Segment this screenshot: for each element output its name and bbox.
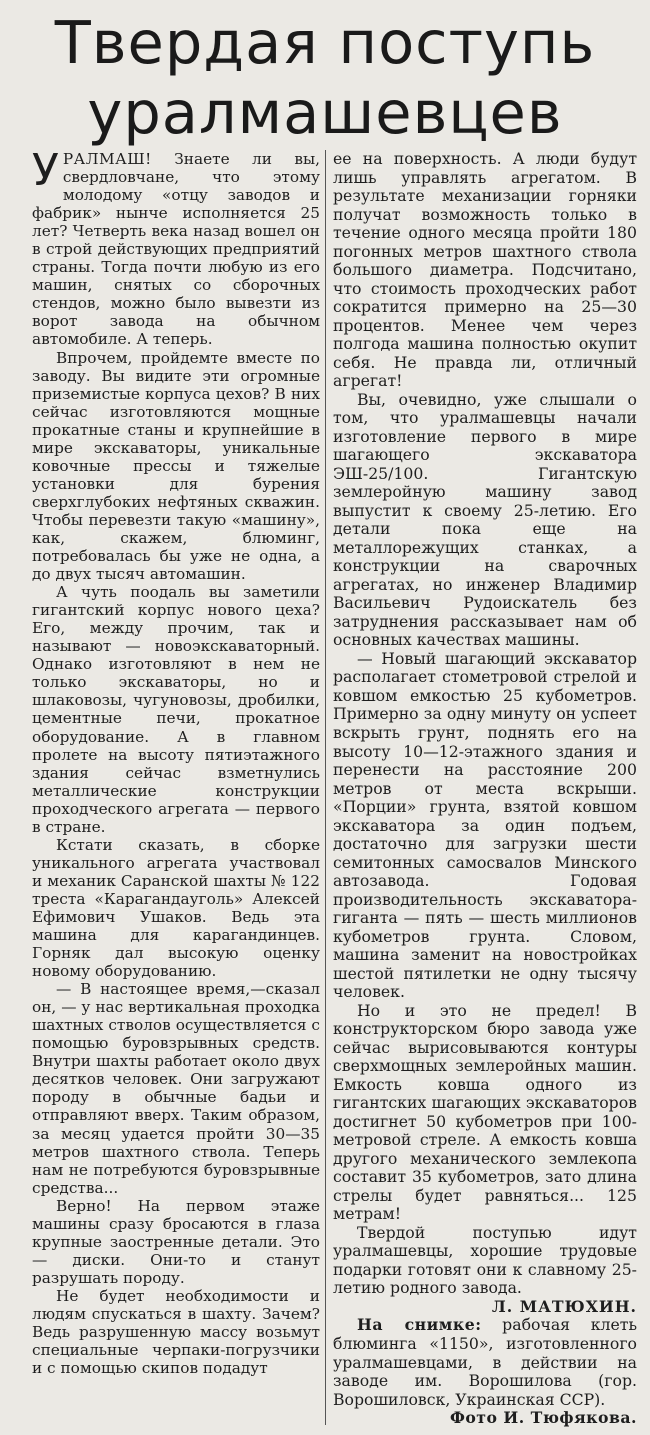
column-divider	[325, 150, 326, 1425]
drop-cap: У	[32, 145, 59, 196]
body-paragraph: — В настоящее время,—сказал он, — у нас вертикальная проходка шахтных стволов осуществляется с помощью буровзрывных средств. Внутри шахты работает около двух десятков человек. Они загружают породу в обычные бадьи и отправляют вверх. Таким образом, за месяц удается пройти 30—35 метров шахтного ствола. Теперь нам не потребуются буровзрывные средства...	[32, 980, 320, 1197]
body-paragraph: Верно! На первом этаже машины сразу бросаются в глаза крупные заостренные детали. Это — диски. Они-то и станут разрушать породу.	[32, 1196, 320, 1287]
body-paragraph: — Новый шагающий экскаватор располагает стометровой стрелой и ковшом емкостью 25 кубометров. Примерно за одну минуту он успеет вскрыть грунт, поднять его на высоту 10—12-этажного здания и перенести на расстояние 200 метров от места вскрыши. «Порции» грунта, взятой ковшом экскаватора за один подъем, достаточно для загрузки шести семитонных самосвалов Минского автозавода. Годовая производительность экскаватора-гиганта — пять — шесть миллионов кубометров грунта. Словом, машина заменит на новостройках шестой пятилетки не одну тысячу человек.	[333, 648, 637, 1002]
lead-first-word: РАЛМАШ!	[62, 150, 152, 168]
photo-caption	[333, 1316, 637, 1409]
right-column	[333, 150, 637, 1428]
body-paragraph: А чуть поодаль вы заметили гигантский корпус нового цеха? Его, между прочим, так и называют — новоэкскаваторный. Однако изготовляют в нем не только экскаваторы, но и шлаковозы, чугуновозы, дробилки, цементные печи, прокатное оборудование. А в главном пролете на высоту пятиэтажного здания сейчас взметнулись металлические конструкции проходческого агрегата — первого в стране.	[32, 583, 320, 836]
caption-text: рабочая клеть блюминга «1150», изготовленного уралмашевцами, в действии на заводе им. Ворошилова (гор. Ворошиловск, Украинская ССР).	[333, 1315, 637, 1409]
body-paragraph: Впрочем, пройдемте вместе по заводу. Вы видите эти огромные приземистые корпуса цехов? В них сейчас изготовляются мощные прокатные станы и крупнейшие в мире экскаваторы, уникальные ковочные прессы и тяжелые установки для бурения сверхглубоких нефтяных скважин. Чтобы перевезти такую «машину», как, скажем, блюминг, потребовалась бы уже не одна, а до двух тысяч автомашин.	[32, 348, 320, 584]
lead-paragraph	[32, 145, 320, 349]
body-paragraph: Не будет необходимости и людям спускаться в шахту. Зачем? Ведь разрушенную массу возьмут специальные черпаки-погрузчики и с помощью скипов подадут	[32, 1286, 320, 1378]
lead-text: Знаете ли вы, свердловчане, что этому молодому «отцу заводов и фабрик» нынче исполняется 25 лет? Четверть века назад вошел он в строй действующих предприятий страны. Тогда почти любую из его машин, снятых со сборочных стендов, можно было вывезти из ворот завода на обычном автомобиле. А теперь.	[32, 150, 320, 349]
body-paragraph: Твердой поступью идут уралмашевцы, хорошие трудовые подарки готовят они к славному 25-летию родного завода.	[333, 1222, 637, 1298]
photo-credit: Фото И. Тюфякова.	[449, 1408, 637, 1428]
caption-label: На снимке:	[357, 1315, 482, 1335]
left-column	[32, 145, 320, 1378]
body-paragraph: Но и это не предел! В конструкторском бюро завода уже сейчас вырисовываются контуры сверхмощных землеройных машин. Емкость ковша одного из гигантских шагающих экскаваторов достигнет 50 кубометров при 100-метровой стреле. А емкость ковша другого механического землекопа составит 35 кубометров, зато длина стрелы будет равняться... 125 метрам!	[333, 1000, 637, 1224]
body-paragraph: Кстати сказать, в сборке уникального агрегата участвовал и механик Саранской шахты № 122 треста «Карагандауголь» Алексей Ефимович Ушаков. Ведь эта машина для карагандинцев. Горняк дал высокую оценку новому оборудованию.	[32, 835, 320, 981]
continued-paragraph: ее на поверхность. А люди будут лишь управлять агрегатом. В результате механизации горняки получат возможность только в течение одного месяца пройти 180 погонных метров шахтного ствола большого диаметра. Подсчитано, что стоимость проходческих работ сократится примерно на 25—30 процентов. Менее чем через полгода машина полностью окупит себя. Не правда ли, отличный агрегат!	[333, 149, 637, 391]
author-signature: Л. МАТЮХИН.	[491, 1296, 637, 1316]
article-title: Твердая поступь уралмашевцев	[54, 8, 596, 147]
body-paragraph: Вы, очевидно, уже слышали о том, что уралмашевцы начали изготовление первого в мире шагающего экскаватора ЭШ-25/100. Гигантскую землеройную машину завод выпустит к своему 25-летию. Его детали пока еще на металлорежущих станках, а конструкции на сварочных агрегатах, но инженер Владимир Васильевич Рудоискатель без затруднения рассказывает нам об основных качествах машины.	[333, 389, 637, 650]
